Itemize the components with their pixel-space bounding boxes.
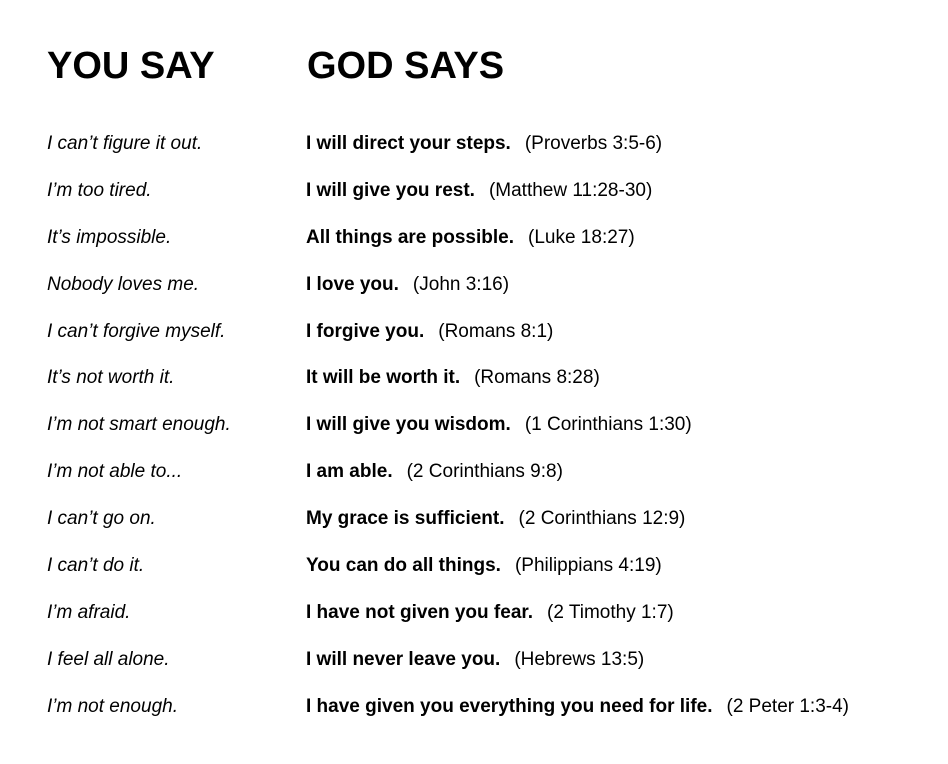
god-says-promise: I forgive you. [306,320,425,342]
scripture-reference: (2 Peter 1:3-4) [726,695,849,717]
statement-row [0,262,948,309]
you-say-text: I’m not smart enough. [47,414,231,436]
god-says-cell [306,543,662,589]
you-say-text: I’m afraid. [47,601,131,623]
god-says-promise: I have given you everything you need for life. [306,695,713,717]
you-say-text: I can’t do it. [47,555,145,577]
god-says-promise: You can do all things. [306,555,501,577]
statement-row [0,355,948,402]
god-says-cell [306,215,635,261]
god-says-promise: I will give you rest. [306,179,475,201]
you-say-text: Nobody loves me. [47,273,200,295]
god-says-cell [306,684,849,730]
statement-row [0,449,948,496]
statement-row [0,543,948,590]
god-says-cell [306,402,692,448]
statement-row [0,309,948,356]
statement-row [0,121,948,168]
scripture-reference: (Romans 8:28) [474,367,600,389]
statement-row [0,496,948,543]
god-says-cell [306,590,674,636]
you-say-text: I’m not enough. [47,695,178,717]
scripture-reference: (Hebrews 13:5) [514,648,645,670]
scripture-reference: (Philippians 4:19) [514,555,662,577]
god-says-promise: I love you. [306,273,399,295]
god-says-cell [306,168,652,214]
god-says-promise: It will be worth it. [306,367,461,389]
you-say-text: I feel all alone. [47,648,170,670]
you-say-text: I can’t figure it out. [47,133,203,154]
god-says-cell [306,637,644,683]
scripture-reference: (Romans 8:1) [438,320,554,342]
scripture-reference: (1 Corinthians 1:30) [524,414,692,436]
you-say-text: I can’t go on. [47,508,156,530]
you-say-text: I’m not able to... [47,461,183,483]
you-say-text: It’s impossible. [47,226,172,248]
god-says-promise: I will never leave you. [306,648,501,670]
god-says-cell [306,121,662,167]
god-says-cell [306,355,600,401]
god-says-heading: GOD SAYS [307,45,505,87]
statement-row [0,215,948,262]
scripture-reference: (Matthew 11:28-30) [488,179,653,201]
god-says-promise: I have not given you fear. [306,601,534,623]
statement-row [0,590,948,637]
god-says-cell [306,496,685,542]
scripture-reference: (Luke 18:27) [528,226,635,248]
god-says-promise: I am able. [306,461,393,483]
god-says-promise: All things are possible. [306,226,514,248]
statement-row [0,684,948,731]
god-says-promise: My grace is sufficient. [306,508,505,530]
god-says-cell [306,262,509,308]
god-says-promise: I will direct your steps. [306,133,511,154]
you-say-text: I’m too tired. [47,179,152,201]
scripture-reference: (2 Corinthians 9:8) [406,461,563,483]
scripture-reference: (John 3:16) [412,273,510,295]
scripture-reference: (2 Corinthians 12:9) [518,508,686,530]
statement-row [0,168,948,215]
you-say-text: I can’t forgive myself. [47,320,226,342]
you-say-text: It’s not worth it. [47,367,175,389]
god-says-cell [306,449,563,495]
god-says-promise: I will give you wisdom. [306,414,511,436]
god-says-cell [306,309,553,355]
statement-row [0,637,948,684]
scripture-reference: (2 Timothy 1:7) [547,601,674,623]
you-say-heading: YOU SAY [47,45,215,87]
scripture-reference: (Proverbs 3:5-6) [524,133,663,154]
statement-list [0,121,948,731]
statement-row [0,402,948,449]
